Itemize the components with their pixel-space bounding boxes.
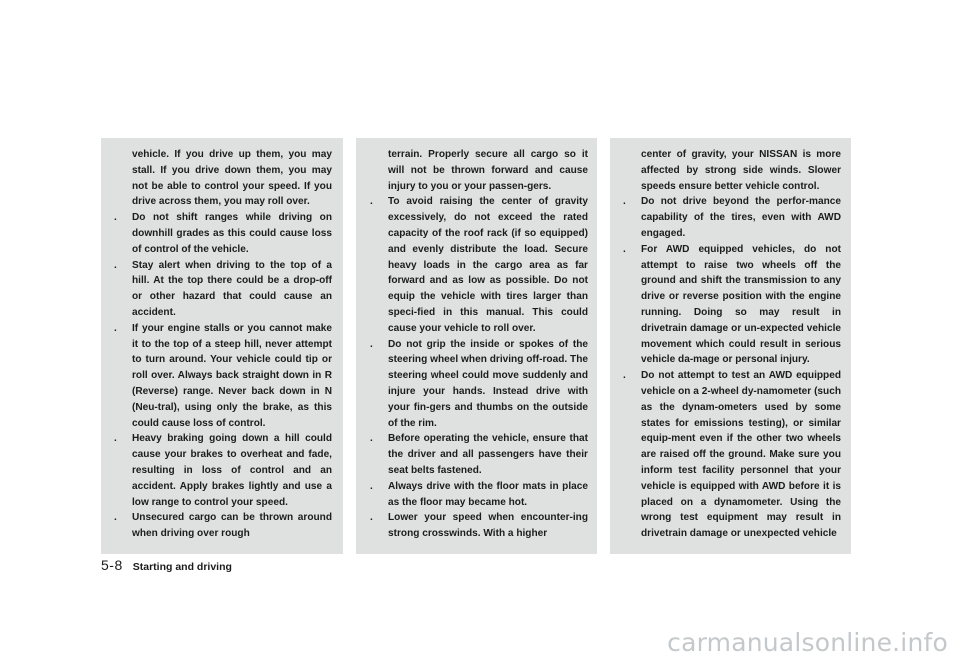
bullet-item [110, 510, 332, 542]
bullet-mark: . [623, 370, 626, 382]
bullet-item [619, 368, 841, 542]
bullet-mark: . [370, 196, 373, 208]
bullet-item [110, 210, 332, 257]
bullet-mark: . [114, 433, 117, 445]
bullet-text: Do not drive beyond the perfor-mance capability of the tires, even with AWD engaged. [641, 196, 841, 239]
bullet-text: Do not attempt to test an AWD equipped vehicle on a 2-wheel dy-namometer (such as the dynam-ometers used by some states for emissions testing), or similar equip-ment even if the other two wheels are raised off the ground. Make sure you inform test facility personnel that your vehicle is equipped with AWD before it is placed on a dynamometer. Using the wrong test equipment may result in drivetrain damage or unexpected vehicle [641, 370, 841, 540]
bullet-item [366, 510, 588, 542]
page-number: 5-8 [101, 557, 123, 573]
page-footer [101, 557, 232, 577]
bullet-item [366, 194, 588, 336]
continuation-text: center of gravity, your NISSAN is more affected by strong side winds. Slower speeds ensure better vehicle control. [641, 149, 841, 192]
bullet-mark: . [370, 512, 373, 524]
bullet-item [619, 242, 841, 368]
bullet-item [366, 337, 588, 432]
bullet-text: Do not grip the inside or spokes of the steering wheel when driving off-road. The steering wheel could move suddenly and injure your hands. Instead drive with your fin-gers and thumbs on the outside of the rim. [388, 338, 588, 429]
bullet-item [366, 431, 588, 478]
bullet-text: Unsecured cargo can be thrown around when driving over rough [132, 512, 332, 540]
bullet-mark: . [114, 322, 117, 334]
bullet-text: Stay alert when driving to the top of a hill. At the top there could be a drop-off or other hazard that could cause an accident. [132, 259, 332, 318]
bullet-text: Always drive with the floor mats in place as the floor may became hot. [388, 480, 588, 508]
bullet-item [366, 479, 588, 511]
text-column-middle [366, 147, 588, 542]
bullet-mark: . [623, 196, 626, 208]
bullet-mark: . [370, 480, 373, 492]
bullet-item [110, 321, 332, 432]
continuation-text: vehicle. If you drive up them, you may stall. If you drive down them, you may not be able to control your speed. If you drive across them, you may roll over. [132, 149, 332, 208]
bullet-mark: . [114, 512, 117, 524]
bullet-mark: . [370, 338, 373, 350]
text-column-right [619, 147, 841, 542]
bullet-mark: . [114, 212, 117, 224]
bullet-text: Do not shift ranges while driving on downhill grades as this could cause loss of control of the vehicle. [132, 212, 332, 255]
watermark-text: carmanualsonline.info [667, 628, 948, 657]
bullet-mark: . [623, 243, 626, 255]
bullet-item [110, 431, 332, 510]
bullet-text: Lower your speed when encounter-ing strong crosswinds. With a higher [388, 512, 588, 540]
continuation-text: terrain. Properly secure all cargo so it will not be thrown forward and cause injury to you or your passen-gers. [388, 149, 588, 192]
bullet-text: Heavy braking going down a hill could cause your brakes to overheat and fade, resulting in loss of control and an accident. Apply brakes lightly and use a low range to control your speed. [132, 433, 332, 508]
section-title: Starting and driving [132, 561, 232, 573]
bullet-text: To avoid raising the center of gravity excessively, do not exceed the rated capacity of the roof rack (if so equipped) and evenly distribute the load. Secure heavy loads in the cargo area as far forward and as low as possible. Do not equip the vehicle with tires larger than speci-fied in this manual. This could cause your vehicle to roll over. [388, 196, 588, 334]
bullet-text: If your engine stalls or you cannot make it to the top of a steep hill, never attempt to turn around. Your vehicle could tip or roll over. Always back straight down in R (Reverse) range. Never back down in N (Neu-tral), using only the brake, as this could cause loss of control. [132, 322, 332, 429]
bullet-text: Before operating the vehicle, ensure that the driver and all passengers have their seat belts fastened. [388, 433, 588, 476]
bullet-text: For AWD equipped vehicles, do not attempt to raise two wheels off the ground and shift the transmission to any drive or reverse position with the engine running. Doing so may result in drivetrain damage or un-expected vehicle movement which could result in serious vehicle da-mage or personal injury. [641, 243, 841, 366]
text-column-left [110, 147, 332, 542]
bullet-mark: . [370, 433, 373, 445]
bullet-item [110, 258, 332, 321]
bullet-item [619, 194, 841, 241]
bullet-mark: . [114, 259, 117, 271]
